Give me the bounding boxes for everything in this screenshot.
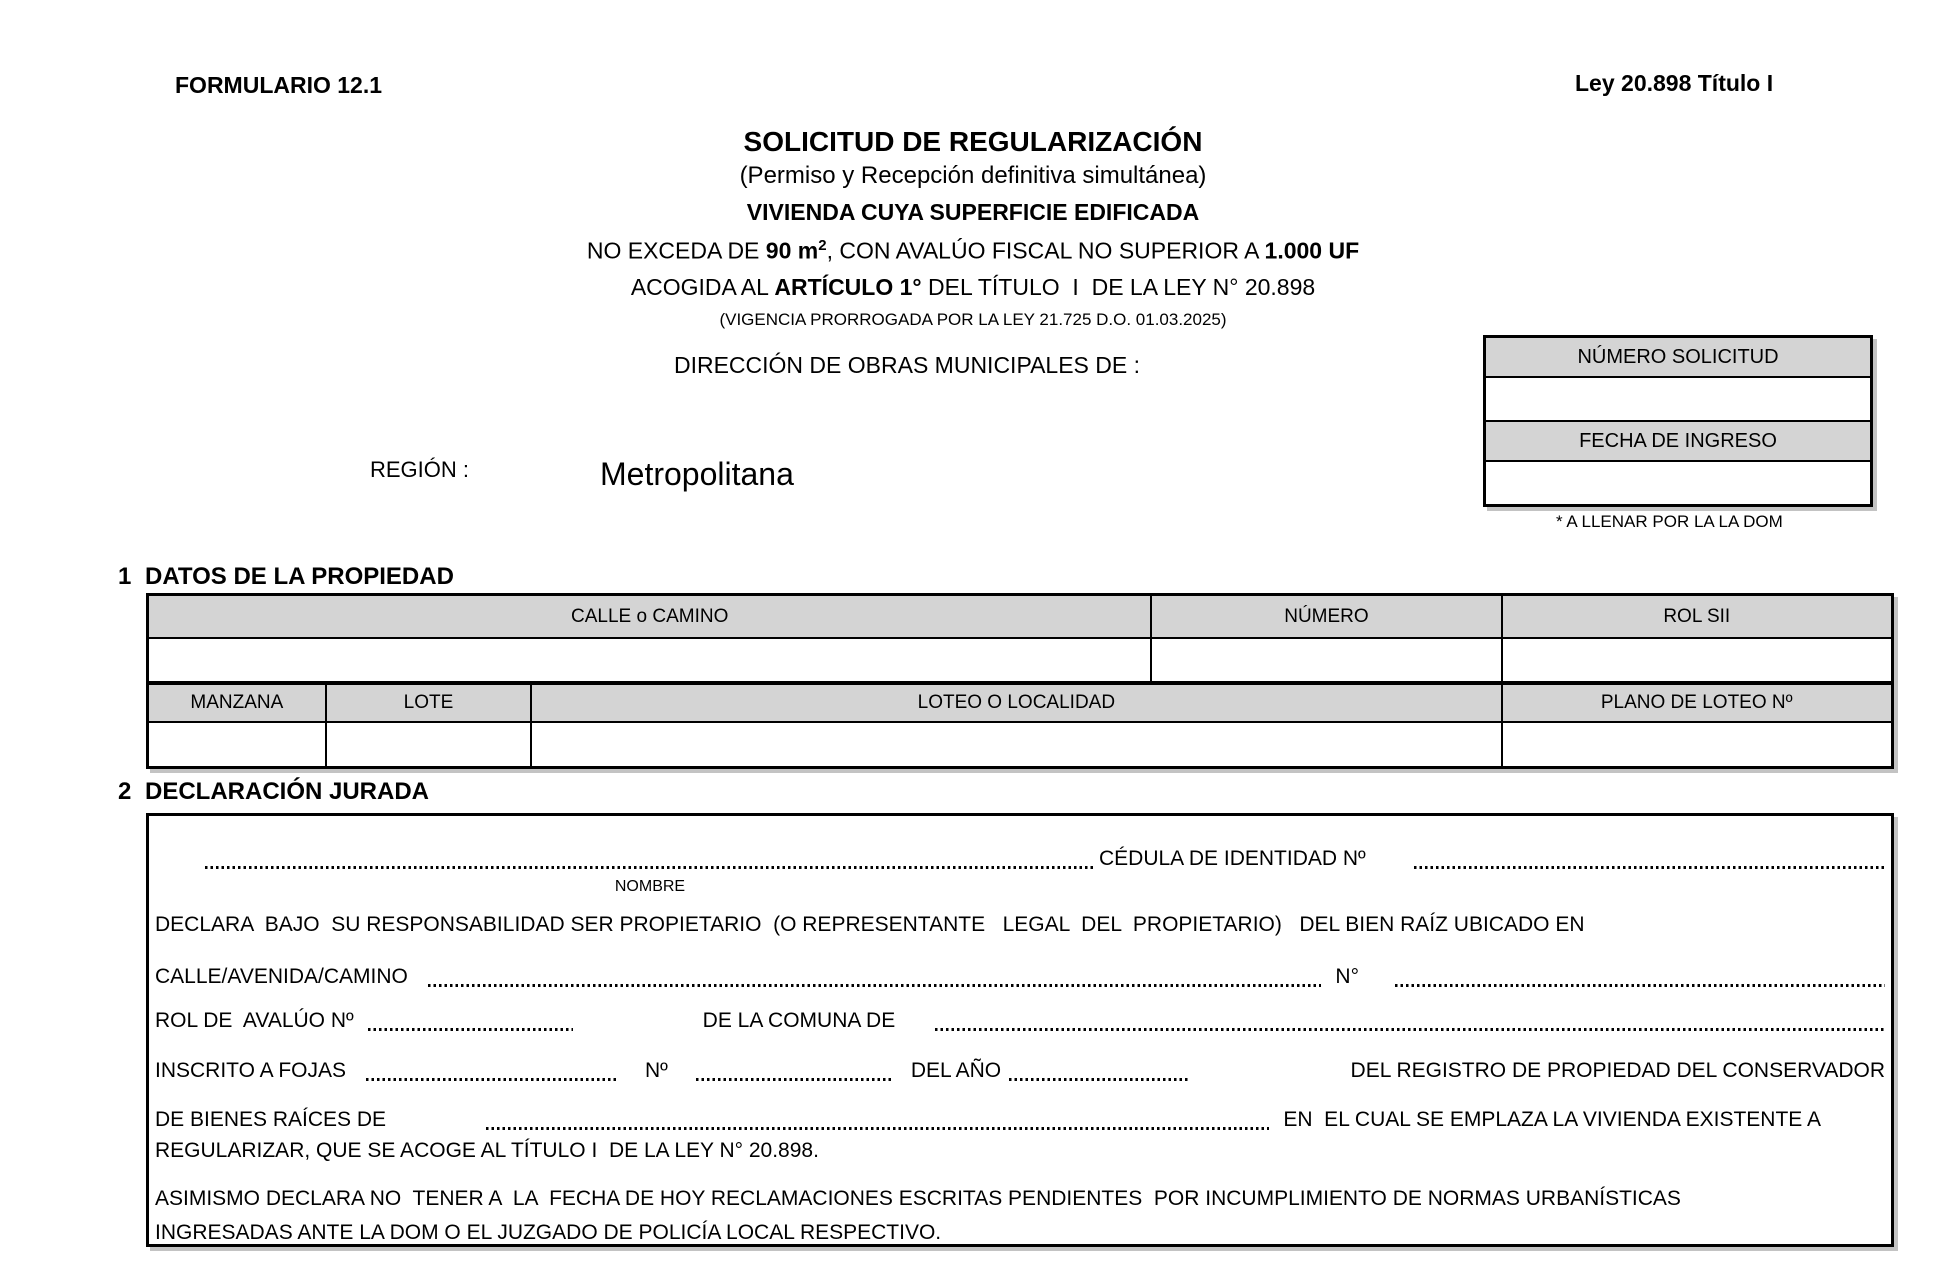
property-table [146,593,1894,769]
table-value-row-2 [149,723,1891,766]
nombre-caption: NOMBRE [614,878,686,895]
calle-camino-header: CALLE o CAMINO [149,596,1152,637]
page-title: SOLICITUD DE REGULARIZACIÓN [743,126,1203,157]
bienes-raices-label: DE BIENES RAÍCES DE [155,1108,387,1131]
fojas-label: INSCRITO A FOJAS [155,1059,346,1082]
title-line5-b: ARTÍCULO 1° [774,274,922,300]
rol-avaluo-label: ROL DE AVALÚO Nº [155,1009,354,1032]
title-line5-c: DEL TÍTULO I DE LA LEY N° 20.898 [921,274,1316,300]
numero-header: NÚMERO [1152,596,1502,637]
bienes-raices-row [155,1102,1885,1132]
rol-avaluo-row [155,1003,1885,1033]
region-label: REGIÓN : [370,457,470,482]
loteo-localidad-field[interactable] [532,723,1502,766]
calle-numero-label: N° [1335,965,1359,988]
manzana-field[interactable] [149,723,327,766]
emplaza-label: EN EL CUAL SE EMPLAZA LA VIVIENDA EXISTENTE A [1283,1108,1821,1131]
fecha-ingreso-field[interactable] [1486,462,1870,504]
manzana-header: MANZANA [149,685,327,721]
nombre-field[interactable] [205,866,1095,869]
anio-label: DEL AÑO [910,1059,1002,1082]
comuna-label: DE LA COMUNA DE [702,1009,896,1032]
page-subtitle: (Permiso y Recepción definitiva simultánea) [739,162,1207,189]
section2-heading [118,778,429,806]
calle-numero-field[interactable] [1395,984,1885,987]
form-code: FORMULARIO 12.1 [175,72,383,98]
declara-line: DECLARA BAJO SU RESPONSABILIDAD SER PROPIETARIO (O REPRESENTANTE LEGAL DEL PROPIETARIO) DEL BIEN RAÍZ UBICADO EN [155,913,1585,936]
comuna-field[interactable] [935,1028,1885,1031]
plano-loteo-header: PLANO DE LOTEO Nº [1503,685,1891,721]
title-line4-a: NO EXCEDA DE [586,237,766,264]
fojas-numero-label: Nº [645,1059,668,1082]
nombre-cedula-row [155,841,1885,871]
cedula-field[interactable] [1414,866,1885,869]
title-line4-b: 90 m [765,237,819,264]
title-line4-sup: 2 [818,237,827,254]
dom-line: DIRECCIÓN DE OBRAS MUNICIPALES DE : [673,352,1141,378]
table-header-row-2 [149,685,1891,723]
intake-box [1483,335,1873,507]
declaration-box [146,813,1894,1247]
section1-title: DATOS DE LA PROPIEDAD [145,563,454,590]
title-line5-a: ACOGIDA AL [630,274,775,300]
lote-header: LOTE [327,685,533,721]
section2-number: 2 [118,778,132,805]
title-line-vigencia: (VIGENCIA PRORROGADA POR LA LEY 21.725 D.O. 01.03.2025) [719,310,1227,329]
numero-solicitud-field[interactable] [1486,378,1870,422]
title-line-vivienda: VIVIENDA CUYA SUPERFICIE EDIFICADA [746,199,1200,225]
section2-title: DECLARACIÓN JURADA [145,778,430,805]
rol-avaluo-field[interactable] [368,1028,573,1031]
title-line-superficie [0,237,1946,265]
bienes-raices-field[interactable] [486,1127,1269,1130]
ingresadas-line: INGRESADAS ANTE LA DOM O EL JUZGADO DE POLICÍA LOCAL RESPECTIVO. [155,1221,942,1244]
fojas-field[interactable] [366,1078,619,1081]
calle-avenida-label: CALLE/AVENIDA/CAMINO [155,965,408,988]
rol-sii-header: ROL SII [1503,596,1891,637]
section1-number: 1 [118,563,132,590]
numero-field[interactable] [1152,639,1502,681]
numero-solicitud-header: NÚMERO SOLICITUD [1486,338,1870,378]
loteo-localidad-header: LOTEO O LOCALIDAD [532,685,1502,721]
registro-label: DEL REGISTRO DE PROPIEDAD DEL CONSERVADOR [1350,1059,1885,1082]
calle-camino-field[interactable] [149,639,1152,681]
table-value-row-1 [149,639,1891,685]
region-value: Metropolitana [600,456,794,492]
table-header-row-1 [149,596,1891,639]
regularizar-line: REGULARIZAR, QUE SE ACOGE AL TÍTULO I DE LA LEY N° 20.898. [155,1139,819,1162]
calle-avenida-field[interactable] [428,984,1322,987]
cedula-label: CÉDULA DE IDENTIDAD Nº [1099,847,1366,870]
title-line4-c: , CON AVALÚO FISCAL NO SUPERIOR A [826,237,1265,264]
section1-heading [118,563,454,591]
inscripcion-row [155,1053,1885,1083]
rol-sii-field[interactable] [1503,639,1891,681]
intake-footnote: * A LLENAR POR LA LA DOM [1556,512,1783,531]
title-line4-d: 1.000 UF [1264,237,1360,264]
law-reference: Ley 20.898 Título I [1575,70,1774,96]
plano-loteo-field[interactable] [1503,723,1891,766]
lote-field[interactable] [327,723,533,766]
title-line-acogida [0,274,1946,301]
calle-row [155,959,1885,989]
asimismo-line: ASIMISMO DECLARA NO TENER A LA FECHA DE HOY RECLAMACIONES ESCRITAS PENDIENTES POR INCUMPLIMIENTO DE NORMAS URBANÍSTICAS [155,1187,1681,1210]
fecha-ingreso-header: FECHA DE INGRESO [1486,422,1870,462]
fojas-numero-field[interactable] [696,1078,893,1081]
anio-field[interactable] [1009,1078,1188,1081]
